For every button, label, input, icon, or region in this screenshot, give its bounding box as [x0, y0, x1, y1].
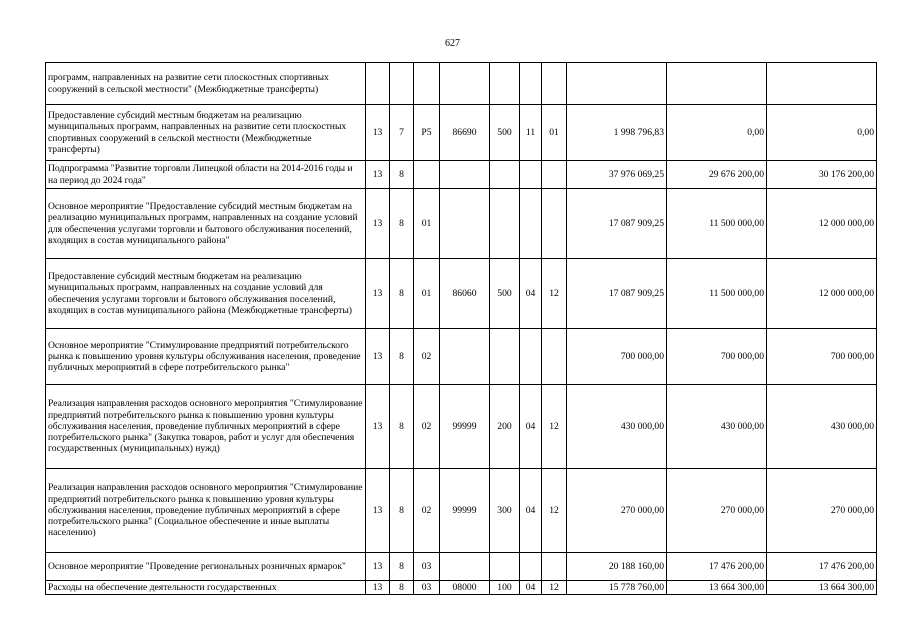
code-cell-c: 03: [414, 581, 440, 595]
amount-cell-2: 11 500 000,00: [667, 259, 767, 329]
code-cell-e: [490, 329, 520, 385]
code-cell-f: 11: [520, 105, 542, 161]
code-cell-a: 13: [366, 553, 390, 581]
amount-cell-1: 17 087 909,25: [567, 259, 667, 329]
code-cell-d: [440, 63, 490, 105]
amount-cell-3: 13 664 300,00: [767, 581, 877, 595]
code-cell-e: 500: [490, 105, 520, 161]
code-cell-a: 13: [366, 581, 390, 595]
code-cell-a: 13: [366, 161, 390, 189]
code-cell-a: 13: [366, 385, 390, 469]
row-name-cell: программ, направленных на развитие сети плоскостных спортивных сооружений в сельской местности" (Межбюджетные трансферты): [46, 63, 366, 105]
row-name-cell: Предоставление субсидий местным бюджетам на реализацию муниципальных программ, направленных на развитие сети плоскостных спортивных сооружений в сельской местности (Межбюджетные трансферты): [46, 105, 366, 161]
code-cell-c: 03: [414, 553, 440, 581]
budget-table: [45, 62, 877, 595]
amount-cell-2: [667, 63, 767, 105]
code-cell-a: 13: [366, 329, 390, 385]
row-name-cell: Основное мероприятие "Стимулирование предприятий потребительского рынка к повышению уровня культуры обслуживания населения, проведение публичных мероприятий в сфере потребительского рынка": [46, 329, 366, 385]
code-cell-e: 100: [490, 581, 520, 595]
table-row: [46, 329, 877, 385]
code-cell-d: [440, 329, 490, 385]
code-cell-b: 8: [390, 553, 414, 581]
table-row: [46, 385, 877, 469]
code-cell-c: 02: [414, 329, 440, 385]
code-cell-f: [520, 553, 542, 581]
row-name-cell: Реализация направления расходов основного мероприятия "Стимулирование предприятий потребительского рынка к повышению уровня культуры обслуживания населения, проведение публичных мероприятий в сфере потребительского рынка" (Социальное обеспечение и иные выплаты населению): [46, 469, 366, 553]
amount-cell-3: 0,00: [767, 105, 877, 161]
code-cell-d: 99999: [440, 385, 490, 469]
code-cell-f: 04: [520, 581, 542, 595]
code-cell-d: [440, 189, 490, 259]
code-cell-f: [520, 329, 542, 385]
amount-cell-2: 29 676 200,00: [667, 161, 767, 189]
row-name-cell: Реализация направления расходов основного мероприятия "Стимулирование предприятий потребительского рынка к повышению уровня культуры обслуживания населения, проведение публичных мероприятий в сфере потребительского рынка" (Закупка товаров, работ и услуг для обеспечения государственных (муниципальных) нужд): [46, 385, 366, 469]
amount-cell-2: 430 000,00: [667, 385, 767, 469]
table-row: [46, 553, 877, 581]
code-cell-b: 8: [390, 189, 414, 259]
amount-cell-1: 17 087 909,25: [567, 189, 667, 259]
amount-cell-3: 700 000,00: [767, 329, 877, 385]
amount-cell-2: 17 476 200,00: [667, 553, 767, 581]
amount-cell-2: 270 000,00: [667, 469, 767, 553]
code-cell-b: 8: [390, 581, 414, 595]
amount-cell-1: 700 000,00: [567, 329, 667, 385]
code-cell-f: 04: [520, 385, 542, 469]
row-name-cell: Подпрограмма "Развитие торговли Липецкой области на 2014-2016 годы и на период до 2024 года": [46, 161, 366, 189]
amount-cell-2: 0,00: [667, 105, 767, 161]
table-row: [46, 469, 877, 553]
amount-cell-3: 12 000 000,00: [767, 259, 877, 329]
code-cell-a: 13: [366, 469, 390, 553]
table-row: [46, 105, 877, 161]
amount-cell-1: [567, 63, 667, 105]
row-name-cell: Предоставление субсидий местным бюджетам на реализацию муниципальных программ, направленных на создание условий для обеспечения услугами торговли и бытового обслуживания поселений, входящих в состав муниципального района (Межбюджетные трансферты): [46, 259, 366, 329]
code-cell-e: [490, 161, 520, 189]
code-cell-c: [414, 63, 440, 105]
code-cell-e: [490, 553, 520, 581]
budget-table-body: [46, 63, 877, 595]
code-cell-g: [542, 161, 567, 189]
code-cell-c: 01: [414, 189, 440, 259]
amount-cell-1: 20 188 160,00: [567, 553, 667, 581]
code-cell-c: P5: [414, 105, 440, 161]
code-cell-g: 12: [542, 469, 567, 553]
amount-cell-1: 15 778 760,00: [567, 581, 667, 595]
code-cell-d: 86060: [440, 259, 490, 329]
table-row: [46, 63, 877, 105]
row-name-cell: Расходы на обеспечение деятельности государственных: [46, 581, 366, 595]
code-cell-g: [542, 329, 567, 385]
amount-cell-3: 430 000,00: [767, 385, 877, 469]
amount-cell-2: 700 000,00: [667, 329, 767, 385]
code-cell-d: [440, 161, 490, 189]
amount-cell-1: 1 998 796,83: [567, 105, 667, 161]
code-cell-g: 12: [542, 581, 567, 595]
code-cell-a: 13: [366, 189, 390, 259]
code-cell-a: 13: [366, 105, 390, 161]
row-name-cell: Основное мероприятие "Проведение региональных розничных ярмарок": [46, 553, 366, 581]
amount-cell-2: 13 664 300,00: [667, 581, 767, 595]
code-cell-g: 12: [542, 259, 567, 329]
row-name-cell: Основное мероприятие "Предоставление субсидий местным бюджетам на реализацию муниципальных программ, направленных на создание условий для обеспечения услугами торговли и бытового обслуживания поселений, входящих в состав муниципального района": [46, 189, 366, 259]
code-cell-f: [520, 189, 542, 259]
code-cell-b: 8: [390, 329, 414, 385]
code-cell-g: [542, 189, 567, 259]
code-cell-b: [390, 63, 414, 105]
amount-cell-1: 270 000,00: [567, 469, 667, 553]
code-cell-d: 86690: [440, 105, 490, 161]
amount-cell-3: 30 176 200,00: [767, 161, 877, 189]
code-cell-d: 08000: [440, 581, 490, 595]
table-row: [46, 161, 877, 189]
code-cell-c: 02: [414, 469, 440, 553]
code-cell-g: [542, 553, 567, 581]
code-cell-e: 200: [490, 385, 520, 469]
code-cell-g: 12: [542, 385, 567, 469]
code-cell-a: [366, 63, 390, 105]
table-row: [46, 259, 877, 329]
code-cell-c: [414, 161, 440, 189]
code-cell-d: 99999: [440, 469, 490, 553]
code-cell-b: 8: [390, 161, 414, 189]
code-cell-e: 500: [490, 259, 520, 329]
table-row: [46, 189, 877, 259]
page-number: 627: [445, 38, 460, 49]
amount-cell-3: 17 476 200,00: [767, 553, 877, 581]
code-cell-f: [520, 161, 542, 189]
code-cell-b: 7: [390, 105, 414, 161]
code-cell-e: [490, 189, 520, 259]
amount-cell-2: 11 500 000,00: [667, 189, 767, 259]
code-cell-f: 04: [520, 259, 542, 329]
amount-cell-1: 37 976 069,25: [567, 161, 667, 189]
code-cell-b: 8: [390, 259, 414, 329]
code-cell-d: [440, 553, 490, 581]
code-cell-c: 01: [414, 259, 440, 329]
table-row: [46, 581, 877, 595]
amount-cell-3: [767, 63, 877, 105]
code-cell-a: 13: [366, 259, 390, 329]
amount-cell-1: 430 000,00: [567, 385, 667, 469]
code-cell-g: [542, 63, 567, 105]
amount-cell-3: 270 000,00: [767, 469, 877, 553]
code-cell-e: 300: [490, 469, 520, 553]
code-cell-b: 8: [390, 385, 414, 469]
code-cell-f: 04: [520, 469, 542, 553]
code-cell-e: [490, 63, 520, 105]
amount-cell-3: 12 000 000,00: [767, 189, 877, 259]
code-cell-f: [520, 63, 542, 105]
code-cell-b: 8: [390, 469, 414, 553]
code-cell-g: 01: [542, 105, 567, 161]
code-cell-c: 02: [414, 385, 440, 469]
